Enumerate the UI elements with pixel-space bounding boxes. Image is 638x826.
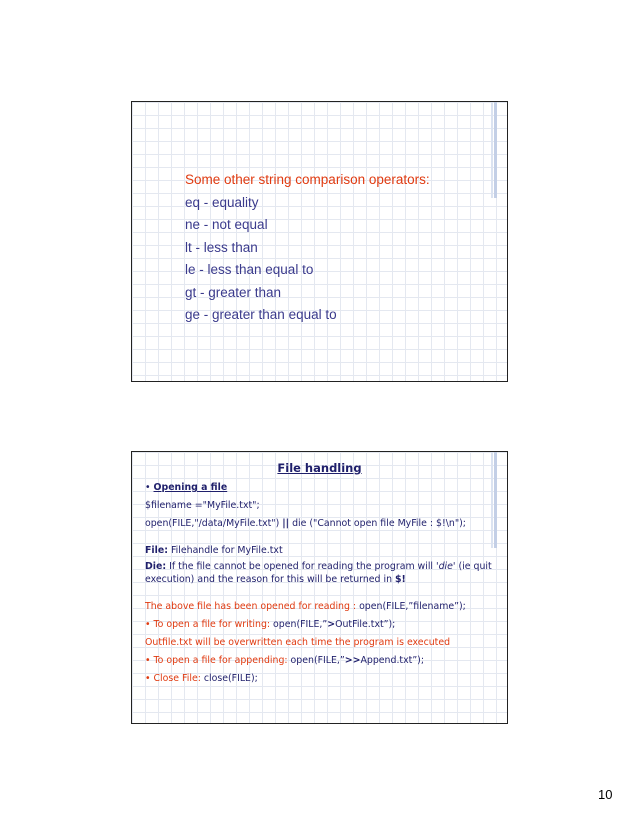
slide-file-handling [131, 451, 508, 724]
redirect-operator: > [327, 619, 336, 630]
code-line [145, 515, 500, 533]
page-number: 10 [598, 787, 613, 802]
code-segment: open(FILE,”filename”); [359, 601, 466, 612]
operator-item: ge - greater than equal to [185, 307, 337, 322]
term-desc: If the file cannot be opened for reading the program will [169, 561, 434, 572]
read-note [145, 598, 500, 616]
operator-item: gt - greater than [185, 284, 282, 300]
note-text: The above file has been opened for reading : [145, 601, 357, 612]
code-segment: Append.txt”); [360, 655, 424, 666]
code-segment: close(FILE); [203, 673, 258, 684]
bullet-icon: • [145, 619, 154, 630]
slide-title: File handling [277, 461, 362, 475]
code-segment: open(FILE,"/data/MyFile.txt") [145, 518, 280, 529]
overwrite-note: Outfile.txt will be overwritten each time the program is executed [145, 637, 451, 648]
operator-item: le - less than equal to [185, 262, 314, 277]
bullet-icon: • [145, 673, 154, 684]
file-definition [145, 542, 500, 560]
note-text: To open a file for appending: [153, 655, 288, 666]
operators-heading: Some other string comparison operators: [185, 172, 430, 187]
operator-item: ne - not equal [185, 217, 268, 232]
term-label: Die: [145, 561, 167, 572]
code-line: $filename ="MyFile.txt"; [145, 500, 260, 511]
bullet-icon: • [145, 655, 154, 666]
term-label: File: [145, 545, 168, 556]
error-variable: $! [395, 574, 406, 585]
write-bullet [145, 616, 500, 634]
bullet-opening-file [145, 479, 500, 497]
note-text: Close File: [153, 673, 201, 684]
bullet-label: Opening a file [153, 482, 228, 493]
operator-item: eq - equality [185, 194, 259, 210]
die-definition [145, 560, 500, 586]
code-segment: OutFile.txt”); [335, 619, 396, 630]
decorative-bar [494, 102, 497, 198]
term-desc: Filehandle for MyFile.txt [170, 545, 283, 556]
decorative-bar [491, 102, 493, 198]
term-desc: (ie quit execution) and the reason for this will be returned in [145, 561, 492, 585]
or-operator: || [282, 518, 290, 529]
code-segment: die ("Cannot open file MyFile : $!\n"); [292, 518, 466, 529]
close-bullet [145, 670, 500, 688]
code-segment: open(FILE,” [290, 655, 345, 666]
bullet-icon: • [145, 482, 154, 493]
redirect-operator: >> [344, 655, 361, 666]
quoted-term: 'die' [436, 561, 456, 572]
operator-list [185, 169, 430, 327]
slide-body [145, 479, 500, 688]
slide-string-operators [131, 101, 508, 382]
append-bullet [145, 652, 500, 670]
code-segment: open(FILE,” [273, 619, 328, 630]
operator-item: lt - less than [185, 239, 258, 255]
note-text: To open a file for writing: [153, 619, 271, 630]
